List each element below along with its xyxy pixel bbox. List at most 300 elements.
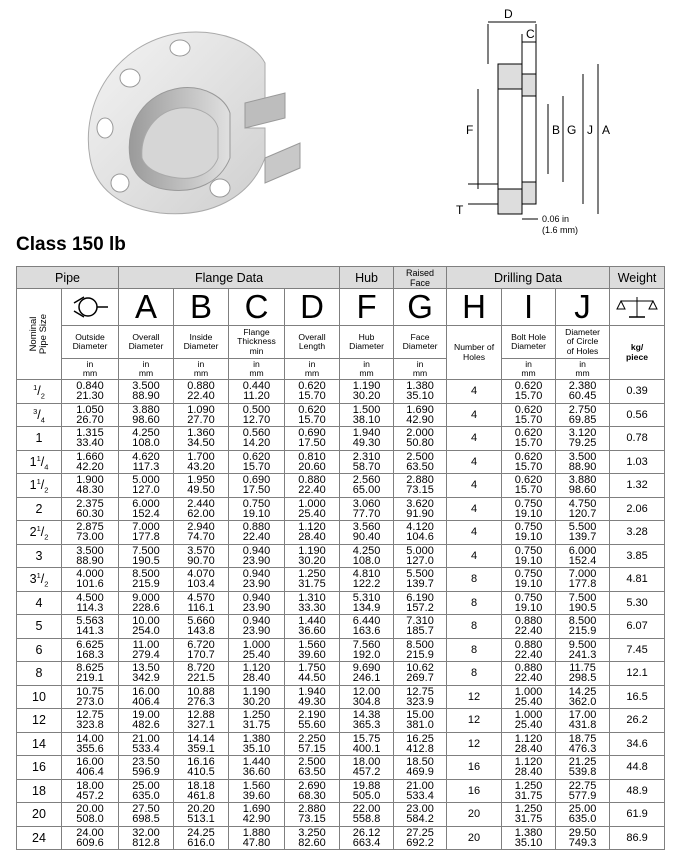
- hub-diameter-cell: 19.88 505.0: [340, 779, 394, 803]
- units-cell-b: in mm: [174, 359, 229, 380]
- weight-cell: 6.07: [610, 615, 665, 639]
- group-header-row: [17, 267, 665, 289]
- group-drilling-data: Drilling Data: [447, 267, 610, 289]
- flange-thickness-cell: 0.750 19.10: [229, 497, 285, 521]
- inside-diameter-cell: 1.700 43.20: [174, 450, 229, 474]
- weight-cell: 12.1: [610, 662, 665, 686]
- units-cell-i: in mm: [502, 359, 556, 380]
- bolt-hole-diameter-cell: 0.750 19.10: [502, 591, 556, 615]
- bolt-hole-diameter-cell: 0.880 22.40: [502, 638, 556, 662]
- weight-cell: 16.5: [610, 685, 665, 709]
- table-row: [17, 403, 665, 427]
- nominal-size-cell: 3: [17, 544, 62, 568]
- circle-of-holes-cell: 11.75 298.5: [556, 662, 610, 686]
- number-of-holes-cell: 4: [447, 427, 502, 451]
- table-body: [17, 380, 665, 850]
- outside-diameter-cell: 0.840 21.30: [62, 380, 119, 404]
- overall-diameter-cell: 7.500 190.5: [119, 544, 174, 568]
- number-of-holes-cell: 4: [447, 544, 502, 568]
- units-cell-c: in mm: [229, 359, 285, 380]
- overall-length-cell: 0.810 20.60: [285, 450, 340, 474]
- label-d: D: [504, 7, 513, 21]
- number-of-holes-cell: 12: [447, 685, 502, 709]
- overall-length-cell: 0.880 22.40: [285, 474, 340, 498]
- flange-thickness-cell: 1.190 30.20: [229, 685, 285, 709]
- outside-diameter-cell: 1.315 33.40: [62, 427, 119, 451]
- desc-flange-thickness: Flange Thickness min: [229, 326, 285, 359]
- face-diameter-cell: 18.50 469.9: [394, 756, 447, 780]
- label-c: C: [526, 27, 535, 41]
- hub-diameter-cell: 12.00 304.8: [340, 685, 394, 709]
- face-diameter-cell: 1.380 35.10: [394, 380, 447, 404]
- face-diameter-cell: 15.00 381.0: [394, 709, 447, 733]
- label-t: T: [456, 203, 464, 217]
- outside-diameter-cell: 1.660 42.20: [62, 450, 119, 474]
- number-of-holes-cell: 12: [447, 709, 502, 733]
- flange-thickness-cell: 0.500 12.70: [229, 403, 285, 427]
- number-of-holes-cell: 8: [447, 591, 502, 615]
- table-row: [17, 662, 665, 686]
- outside-diameter-cell: 2.375 60.30: [62, 497, 119, 521]
- letter-row: [17, 289, 665, 326]
- inside-diameter-cell: 1.950 49.50: [174, 474, 229, 498]
- flange-thickness-cell: 0.940 23.90: [229, 568, 285, 592]
- hub-diameter-cell: 4.250 108.0: [340, 544, 394, 568]
- overall-diameter-cell: 7.000 177.8: [119, 521, 174, 545]
- inside-diameter-cell: 20.20 513.1: [174, 803, 229, 827]
- bolt-hole-diameter-cell: 0.750 19.10: [502, 521, 556, 545]
- outside-diameter-cell: 2.875 73.00: [62, 521, 119, 545]
- group-pipe: Pipe: [17, 267, 119, 289]
- hub-diameter-cell: 1.940 49.30: [340, 427, 394, 451]
- nominal-size-cell: $^3/_4$: [17, 403, 62, 427]
- hub-diameter-cell: 6.440 163.6: [340, 615, 394, 639]
- bolt-hole-diameter-cell: 0.620 15.70: [502, 403, 556, 427]
- nominal-size-cell: $1^1/_4$: [17, 450, 62, 474]
- weight-cell: 4.81: [610, 568, 665, 592]
- overall-diameter-cell: 21.00 533.4: [119, 732, 174, 756]
- bolt-hole-diameter-cell: 0.620 15.70: [502, 427, 556, 451]
- weight-cell: 1.32: [610, 474, 665, 498]
- nominal-size-cell: 20: [17, 803, 62, 827]
- overall-diameter-cell: 23.50 596.9: [119, 756, 174, 780]
- overall-diameter-cell: 32.00 812.8: [119, 826, 174, 850]
- flange-thickness-cell: 0.880 22.40: [229, 521, 285, 545]
- bolt-hole-diameter-cell: 1.250 31.75: [502, 779, 556, 803]
- flange-section-drawing: [448, 4, 668, 240]
- face-diameter-cell: 27.25 692.2: [394, 826, 447, 850]
- overall-diameter-cell: 19.00 482.6: [119, 709, 174, 733]
- circle-of-holes-cell: 3.120 79.25: [556, 427, 610, 451]
- table-row: [17, 544, 665, 568]
- face-diameter-cell: 21.00 533.4: [394, 779, 447, 803]
- flange-thickness-cell: 0.940 23.90: [229, 615, 285, 639]
- outside-diameter-cell: 6.625 168.3: [62, 638, 119, 662]
- inside-diameter-cell: 8.720 221.5: [174, 662, 229, 686]
- inside-diameter-cell: 4.570 116.1: [174, 591, 229, 615]
- inside-diameter-cell: 18.18 461.8: [174, 779, 229, 803]
- nominal-size-cell: $^1/_2$: [17, 380, 62, 404]
- inside-diameter-cell: 4.070 103.4: [174, 568, 229, 592]
- overall-length-cell: 1.750 44.50: [285, 662, 340, 686]
- nominal-size-cell: 6: [17, 638, 62, 662]
- table-row: [17, 779, 665, 803]
- face-diameter-cell: 3.620 91.90: [394, 497, 447, 521]
- overall-length-cell: 2.500 63.50: [285, 756, 340, 780]
- inside-diameter-cell: 2.440 62.00: [174, 497, 229, 521]
- flange-spec-table: [16, 266, 665, 850]
- bolt-hole-diameter-cell: 0.750 19.10: [502, 544, 556, 568]
- nominal-size-cell: 14: [17, 732, 62, 756]
- inside-diameter-cell: 12.88 327.1: [174, 709, 229, 733]
- weight-cell: 48.9: [610, 779, 665, 803]
- hub-diameter-cell: 22.00 558.8: [340, 803, 394, 827]
- overall-diameter-cell: 25.00 635.0: [119, 779, 174, 803]
- table-row: [17, 380, 665, 404]
- table-row: [17, 709, 665, 733]
- flange-thickness-cell: 1.560 39.60: [229, 779, 285, 803]
- overall-length-cell: 1.560 39.60: [285, 638, 340, 662]
- hub-diameter-cell: 4.810 122.2: [340, 568, 394, 592]
- nominal-size-cell: 4: [17, 591, 62, 615]
- bolt-hole-diameter-cell: 0.880 22.40: [502, 662, 556, 686]
- overall-diameter-cell: 27.50 698.5: [119, 803, 174, 827]
- bolt-hole-diameter-cell: 0.620 15.70: [502, 474, 556, 498]
- units-cell-d: in mm: [285, 359, 340, 380]
- bolt-hole-diameter-cell: 0.620 15.70: [502, 450, 556, 474]
- label-a: A: [602, 123, 611, 137]
- outside-diameter-cell: 3.500 88.90: [62, 544, 119, 568]
- overall-length-cell: 1.000 25.40: [285, 497, 340, 521]
- outside-diameter-cell: 1.050 26.70: [62, 403, 119, 427]
- face-diameter-cell: 4.120 104.6: [394, 521, 447, 545]
- letter-c: C: [229, 289, 285, 326]
- weight-cell: 7.45: [610, 638, 665, 662]
- number-of-holes-cell: 8: [447, 662, 502, 686]
- bolt-hole-diameter-cell: 0.880 22.40: [502, 615, 556, 639]
- inside-diameter-cell: 1.090 27.70: [174, 403, 229, 427]
- desc-outside-diameter: Outside Diameter: [62, 326, 119, 359]
- outside-diameter-cell: 4.500 114.3: [62, 591, 119, 615]
- letter-g: G: [394, 289, 447, 326]
- letter-a: A: [119, 289, 174, 326]
- nominal-size-cell: 16: [17, 756, 62, 780]
- table-row: [17, 685, 665, 709]
- circle-of-holes-cell: 29.50 749.3: [556, 826, 610, 850]
- circle-of-holes-cell: 14.25 362.0: [556, 685, 610, 709]
- table-row: [17, 803, 665, 827]
- circle-of-holes-cell: 22.75 577.9: [556, 779, 610, 803]
- circle-of-holes-cell: 25.00 635.0: [556, 803, 610, 827]
- bolt-hole-diameter-cell: 1.250 31.75: [502, 803, 556, 827]
- outside-diameter-cell: 12.75 323.8: [62, 709, 119, 733]
- weight-cell: 44.8: [610, 756, 665, 780]
- bolt-hole-diameter-cell: 0.750 19.10: [502, 497, 556, 521]
- flange-thickness-cell: 0.940 23.90: [229, 591, 285, 615]
- description-row: [17, 326, 665, 359]
- label-g: G: [567, 123, 577, 137]
- units-cell-f: in mm: [340, 359, 394, 380]
- nominal-size-cell: $2^1/_2$: [17, 521, 62, 545]
- weight-cell: 3.28: [610, 521, 665, 545]
- group-flange-data: Flange Data: [119, 267, 340, 289]
- inside-diameter-cell: 5.660 143.8: [174, 615, 229, 639]
- overall-diameter-cell: 5.000 127.0: [119, 474, 174, 498]
- overall-length-cell: 0.620 15.70: [285, 380, 340, 404]
- overall-length-cell: 1.310 33.30: [285, 591, 340, 615]
- group-weight: Weight: [610, 267, 665, 289]
- overall-length-cell: 3.250 82.60: [285, 826, 340, 850]
- desc-overall-diameter: Overall Diameter: [119, 326, 174, 359]
- face-diameter-cell: 23.00 584.2: [394, 803, 447, 827]
- circle-of-holes-cell: 6.000 152.4: [556, 544, 610, 568]
- hub-diameter-cell: 1.500 38.10: [340, 403, 394, 427]
- hub-diameter-cell: 7.560 192.0: [340, 638, 394, 662]
- face-diameter-cell: 5.000 127.0: [394, 544, 447, 568]
- outside-diameter-cell: 24.00 609.6: [62, 826, 119, 850]
- hub-diameter-cell: 3.560 90.40: [340, 521, 394, 545]
- overall-length-cell: 1.440 36.60: [285, 615, 340, 639]
- hub-diameter-cell: 1.190 30.20: [340, 380, 394, 404]
- face-diameter-cell: 1.690 42.90: [394, 403, 447, 427]
- outside-diameter-cell: 16.00 406.4: [62, 756, 119, 780]
- weight-cell: 0.39: [610, 380, 665, 404]
- letter-f: F: [340, 289, 394, 326]
- nominal-size-cell: 8: [17, 662, 62, 686]
- units-row: [17, 359, 665, 380]
- weight-cell: 2.06: [610, 497, 665, 521]
- overall-diameter-cell: 9.000 228.6: [119, 591, 174, 615]
- face-diameter-cell: 8.500 215.9: [394, 638, 447, 662]
- face-diameter-cell: 16.25 412.8: [394, 732, 447, 756]
- inside-diameter-cell: 14.14 359.1: [174, 732, 229, 756]
- desc-bolt-hole-diameter: Bolt Hole Diameter: [502, 326, 556, 359]
- overall-diameter-cell: 3.880 98.60: [119, 403, 174, 427]
- circle-of-holes-cell: 7.500 190.5: [556, 591, 610, 615]
- circle-of-holes-cell: 2.380 60.45: [556, 380, 610, 404]
- nominal-pipe-size-header: Nominal Pipe Size: [17, 289, 62, 380]
- number-of-holes-cell: 4: [447, 521, 502, 545]
- scale-icon: [610, 289, 665, 326]
- table-row: [17, 474, 665, 498]
- overall-length-cell: 1.120 28.40: [285, 521, 340, 545]
- weight-cell: 0.78: [610, 427, 665, 451]
- table-row: [17, 638, 665, 662]
- overall-diameter-cell: 11.00 279.4: [119, 638, 174, 662]
- face-height-note-mm: (1.6 mm): [542, 225, 578, 235]
- overall-diameter-cell: 16.00 406.4: [119, 685, 174, 709]
- circle-of-holes-cell: 5.500 139.7: [556, 521, 610, 545]
- weight-cell: 86.9: [610, 826, 665, 850]
- overall-length-cell: 2.250 57.15: [285, 732, 340, 756]
- overall-length-cell: 0.620 15.70: [285, 403, 340, 427]
- overall-length-cell: 0.690 17.50: [285, 427, 340, 451]
- circle-of-holes-cell: 8.500 215.9: [556, 615, 610, 639]
- inside-diameter-cell: 1.360 34.50: [174, 427, 229, 451]
- flange-thickness-cell: 1.380 35.10: [229, 732, 285, 756]
- weight-cell: 5.30: [610, 591, 665, 615]
- nominal-size-cell: 10: [17, 685, 62, 709]
- circle-of-holes-cell: 17.00 431.8: [556, 709, 610, 733]
- number-of-holes-cell: 4: [447, 474, 502, 498]
- table-row: [17, 826, 665, 850]
- flange-thickness-cell: 0.940 23.90: [229, 544, 285, 568]
- hub-diameter-cell: 3.060 77.70: [340, 497, 394, 521]
- number-of-holes-cell: 4: [447, 403, 502, 427]
- face-diameter-cell: 6.190 157.2: [394, 591, 447, 615]
- nominal-size-cell: 1: [17, 427, 62, 451]
- overall-diameter-cell: 6.000 152.4: [119, 497, 174, 521]
- letter-i: I: [502, 289, 556, 326]
- overall-length-cell: 2.690 68.30: [285, 779, 340, 803]
- overall-length-cell: 1.250 31.75: [285, 568, 340, 592]
- number-of-holes-cell: 4: [447, 497, 502, 521]
- circle-of-holes-cell: 3.880 98.60: [556, 474, 610, 498]
- outside-diameter-cell: 8.625 219.1: [62, 662, 119, 686]
- table-row: [17, 521, 665, 545]
- face-diameter-cell: 2.000 50.80: [394, 427, 447, 451]
- hub-diameter-cell: 5.310 134.9: [340, 591, 394, 615]
- inside-diameter-cell: 16.16 410.5: [174, 756, 229, 780]
- flange-illustration: [60, 8, 310, 230]
- overall-length-cell: 2.190 55.60: [285, 709, 340, 733]
- overall-length-cell: 1.190 30.20: [285, 544, 340, 568]
- flange-thickness-cell: 1.690 42.90: [229, 803, 285, 827]
- desc-face-diameter: Face Diameter: [394, 326, 447, 359]
- nominal-size-cell: 18: [17, 779, 62, 803]
- flange-thickness-cell: 1.880 47.80: [229, 826, 285, 850]
- flange-thickness-cell: 1.440 36.60: [229, 756, 285, 780]
- letter-h: H: [447, 289, 502, 326]
- outside-diameter-cell: 18.00 457.2: [62, 779, 119, 803]
- bolt-hole-diameter-cell: 1.380 35.10: [502, 826, 556, 850]
- desc-kg-per-piece: kg/ piece: [610, 326, 665, 380]
- number-of-holes-cell: 12: [447, 732, 502, 756]
- nominal-size-cell: 12: [17, 709, 62, 733]
- circle-of-holes-cell: 21.25 539.8: [556, 756, 610, 780]
- nominal-size-cell: $3^1/_2$: [17, 568, 62, 592]
- number-of-holes-cell: 4: [447, 380, 502, 404]
- number-of-holes-cell: 20: [447, 803, 502, 827]
- table-row: [17, 450, 665, 474]
- label-b: B: [552, 123, 561, 137]
- bolt-hole-diameter-cell: 0.620 15.70: [502, 380, 556, 404]
- weight-cell: 3.85: [610, 544, 665, 568]
- hub-diameter-cell: 15.75 400.1: [340, 732, 394, 756]
- number-of-holes-cell: 8: [447, 638, 502, 662]
- outside-diameter-cell: 5.563 141.3: [62, 615, 119, 639]
- weight-cell: 26.2: [610, 709, 665, 733]
- flange-thickness-cell: 0.620 15.70: [229, 450, 285, 474]
- overall-length-cell: 1.940 49.30: [285, 685, 340, 709]
- desc-number-of-holes: Number of Holes: [447, 326, 502, 380]
- bolt-hole-diameter-cell: 1.000 25.40: [502, 685, 556, 709]
- inside-diameter-cell: 2.940 74.70: [174, 521, 229, 545]
- number-of-holes-cell: 16: [447, 779, 502, 803]
- circle-of-holes-cell: 9.500 241.3: [556, 638, 610, 662]
- outside-diameter-cell: 14.00 355.6: [62, 732, 119, 756]
- page-title: Class 150 lb: [16, 234, 126, 255]
- flange-thickness-cell: 0.440 11.20: [229, 380, 285, 404]
- overall-length-cell: 2.880 73.15: [285, 803, 340, 827]
- units-cell-j: in mm: [556, 359, 610, 380]
- nominal-size-cell: 24: [17, 826, 62, 850]
- flange-thickness-cell: 0.690 17.50: [229, 474, 285, 498]
- weight-cell: 61.9: [610, 803, 665, 827]
- face-diameter-cell: 5.500 139.7: [394, 568, 447, 592]
- face-diameter-cell: 2.500 63.50: [394, 450, 447, 474]
- face-height-note-in: 0.06 in: [542, 214, 570, 224]
- letter-j: J: [556, 289, 610, 326]
- face-diameter-cell: 2.880 73.15: [394, 474, 447, 498]
- units-cell-g: in mm: [394, 359, 447, 380]
- letter-d: D: [285, 289, 340, 326]
- inside-diameter-cell: 0.880 22.40: [174, 380, 229, 404]
- circle-of-holes-cell: 7.000 177.8: [556, 568, 610, 592]
- label-f: F: [466, 123, 474, 137]
- circle-of-holes-cell: 18.75 476.3: [556, 732, 610, 756]
- group-hub: Hub: [340, 267, 394, 289]
- hub-diameter-cell: 9.690 246.1: [340, 662, 394, 686]
- units-cell-od: in mm: [62, 359, 119, 380]
- overall-diameter-cell: 4.620 117.3: [119, 450, 174, 474]
- desc-hub-diameter: Hub Diameter: [340, 326, 394, 359]
- hub-diameter-cell: 26.12 663.4: [340, 826, 394, 850]
- number-of-holes-cell: 16: [447, 756, 502, 780]
- overall-diameter-cell: 10.00 254.0: [119, 615, 174, 639]
- nominal-size-cell: 5: [17, 615, 62, 639]
- hub-diameter-cell: 2.560 65.00: [340, 474, 394, 498]
- desc-overall-length: Overall Length: [285, 326, 340, 359]
- pipe-caliper-icon: [62, 289, 119, 326]
- circle-of-holes-cell: 4.750 120.7: [556, 497, 610, 521]
- flange-thickness-cell: 0.560 14.20: [229, 427, 285, 451]
- nominal-size-cell: $1^1/_2$: [17, 474, 62, 498]
- inside-diameter-cell: 3.570 90.70: [174, 544, 229, 568]
- weight-cell: 0.56: [610, 403, 665, 427]
- face-diameter-cell: 10.62 269.7: [394, 662, 447, 686]
- flange-thickness-cell: 1.000 25.40: [229, 638, 285, 662]
- bolt-hole-diameter-cell: 1.120 28.40: [502, 756, 556, 780]
- letter-b: B: [174, 289, 229, 326]
- desc-circle-of-holes: Diameter of Circle of Holes: [556, 326, 610, 359]
- desc-inside-diameter: Inside Diameter: [174, 326, 229, 359]
- overall-diameter-cell: 8.500 215.9: [119, 568, 174, 592]
- bolt-hole-diameter-cell: 1.000 25.40: [502, 709, 556, 733]
- inside-diameter-cell: 6.720 170.7: [174, 638, 229, 662]
- inside-diameter-cell: 10.88 276.3: [174, 685, 229, 709]
- face-diameter-cell: 7.310 185.7: [394, 615, 447, 639]
- overall-diameter-cell: 4.250 108.0: [119, 427, 174, 451]
- table-row: [17, 615, 665, 639]
- weight-cell: 1.03: [610, 450, 665, 474]
- inside-diameter-cell: 24.25 616.0: [174, 826, 229, 850]
- outside-diameter-cell: 10.75 273.0: [62, 685, 119, 709]
- table-row: [17, 427, 665, 451]
- overall-diameter-cell: 3.500 88.90: [119, 380, 174, 404]
- nominal-size-cell: 2: [17, 497, 62, 521]
- number-of-holes-cell: 4: [447, 450, 502, 474]
- table-row: [17, 756, 665, 780]
- hub-diameter-cell: 18.00 457.2: [340, 756, 394, 780]
- flange-thickness-cell: 1.120 28.40: [229, 662, 285, 686]
- number-of-holes-cell: 8: [447, 568, 502, 592]
- group-raised-face: Raised Face: [394, 267, 447, 289]
- number-of-holes-cell: 8: [447, 615, 502, 639]
- table-row: [17, 591, 665, 615]
- hub-diameter-cell: 2.310 58.70: [340, 450, 394, 474]
- face-diameter-cell: 12.75 323.9: [394, 685, 447, 709]
